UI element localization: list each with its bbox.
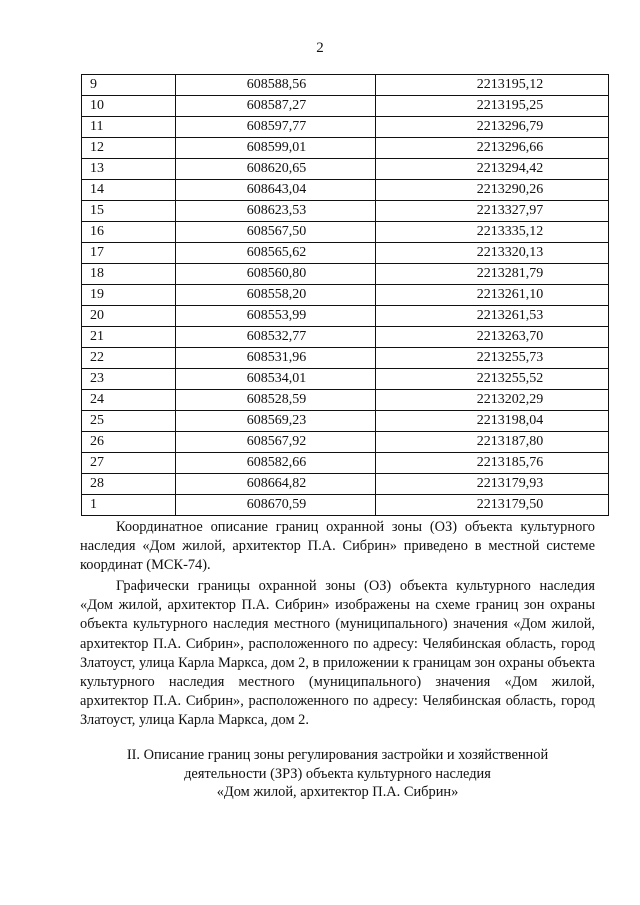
table-row <box>82 243 609 264</box>
point-number-cell: 27 <box>82 453 176 474</box>
y-coordinate-cell: 2213290,26 <box>376 180 609 201</box>
paragraph-text: Графически границы охранной зоны (ОЗ) объекта культурного наследия «Дом жилой, архитектор П.А. Сибрин» изображены на схеме границ зон охраны объекта культурного наследия местного (муниципального) значения «Дом жилой, архитектор П.А. Сибрин», расположенного по адресу: Челябинская область, город Златоуст, улица Карла Маркса, дом 2, в приложении к границам зон охраны объекта культурного наследия местного (муниципального) значения «Дом жилой, архитектор П.А. Сибрин», расположенного по адресу: Челябинская область, город Златоуст, улица Карла Маркса, дом 2. <box>80 578 595 729</box>
y-coordinate-cell: 2213255,52 <box>376 369 609 390</box>
y-coordinate-cell: 2213263,70 <box>376 327 609 348</box>
y-coordinate-cell: 2213255,73 <box>376 348 609 369</box>
x-coordinate-cell: 608532,77 <box>176 327 376 348</box>
x-coordinate-cell: 608599,01 <box>176 138 376 159</box>
x-coordinate-cell: 608620,65 <box>176 159 376 180</box>
point-number-cell: 10 <box>82 96 176 117</box>
section-heading-line: «Дом жилой, архитектор П.А. Сибрин» <box>216 784 459 800</box>
table-row <box>82 453 609 474</box>
x-coordinate-cell: 608588,56 <box>176 75 376 96</box>
table-row <box>82 495 609 516</box>
point-number-cell: 11 <box>82 117 176 138</box>
y-coordinate-cell: 2213294,42 <box>376 159 609 180</box>
table-row <box>82 369 609 390</box>
table-row <box>82 474 609 495</box>
x-coordinate-cell: 608597,77 <box>176 117 376 138</box>
x-coordinate-cell: 608587,27 <box>176 96 376 117</box>
table-row <box>82 222 609 243</box>
x-coordinate-cell: 608643,04 <box>176 180 376 201</box>
x-coordinate-cell: 608623,53 <box>176 201 376 222</box>
y-coordinate-cell: 2213335,12 <box>376 222 609 243</box>
graphic-boundaries-paragraph <box>80 577 595 731</box>
point-number-cell: 21 <box>82 327 176 348</box>
table-row <box>82 432 609 453</box>
table-row <box>82 285 609 306</box>
y-coordinate-cell: 2213195,25 <box>376 96 609 117</box>
point-number-cell: 28 <box>82 474 176 495</box>
table-row <box>82 138 609 159</box>
table-row <box>82 348 609 369</box>
table-row <box>82 180 609 201</box>
y-coordinate-cell: 2213179,50 <box>376 495 609 516</box>
point-number-cell: 22 <box>82 348 176 369</box>
x-coordinate-cell: 608528,59 <box>176 390 376 411</box>
point-number-cell: 9 <box>82 75 176 96</box>
table-row <box>82 264 609 285</box>
y-coordinate-cell: 2213296,66 <box>376 138 609 159</box>
y-coordinate-cell: 2213281,79 <box>376 264 609 285</box>
y-coordinate-cell: 2213320,13 <box>376 243 609 264</box>
x-coordinate-cell: 608664,82 <box>176 474 376 495</box>
y-coordinate-cell: 2213187,80 <box>376 432 609 453</box>
table-row <box>82 327 609 348</box>
point-number-cell: 14 <box>82 180 176 201</box>
table-row <box>82 75 609 96</box>
point-number-cell: 17 <box>82 243 176 264</box>
point-number-cell: 26 <box>82 432 176 453</box>
y-coordinate-cell: 2213296,79 <box>376 117 609 138</box>
point-number-cell: 12 <box>82 138 176 159</box>
coordinates-table-body <box>82 75 609 516</box>
x-coordinate-cell: 608582,66 <box>176 453 376 474</box>
paragraph-text: Координатное описание границ охранной зоны (ОЗ) объекта культурного наследия «Дом жилой, архитектор П.А. Сибрин» приведено в местной системе координат (МСК-74). <box>80 519 595 574</box>
y-coordinate-cell: 2213261,10 <box>376 285 609 306</box>
section-heading-line: II. Описание границ зоны регулирования застройки и хозяйственной <box>126 747 549 763</box>
x-coordinate-cell: 608531,96 <box>176 348 376 369</box>
coordinate-description-paragraph <box>80 518 595 576</box>
coordinates-table <box>81 74 609 516</box>
x-coordinate-cell: 608553,99 <box>176 306 376 327</box>
y-coordinate-cell: 2213179,93 <box>376 474 609 495</box>
point-number-cell: 13 <box>82 159 176 180</box>
point-number-cell: 16 <box>82 222 176 243</box>
y-coordinate-cell: 2213327,97 <box>376 201 609 222</box>
section-heading <box>80 746 595 802</box>
x-coordinate-cell: 608569,23 <box>176 411 376 432</box>
page-number: 2 <box>316 40 324 56</box>
point-number-cell: 18 <box>82 264 176 285</box>
point-number-cell: 1 <box>82 495 176 516</box>
table-row <box>82 201 609 222</box>
table-row <box>82 96 609 117</box>
x-coordinate-cell: 608670,59 <box>176 495 376 516</box>
x-coordinate-cell: 608534,01 <box>176 369 376 390</box>
x-coordinate-cell: 608567,50 <box>176 222 376 243</box>
y-coordinate-cell: 2213185,76 <box>376 453 609 474</box>
table-row <box>82 411 609 432</box>
point-number-cell: 25 <box>82 411 176 432</box>
section-heading-line: деятельности (ЗРЗ) объекта культурного наследия <box>184 765 491 782</box>
x-coordinate-cell: 608567,92 <box>176 432 376 453</box>
table-row <box>82 306 609 327</box>
point-number-cell: 15 <box>82 201 176 222</box>
table-row <box>82 390 609 411</box>
point-number-cell: 20 <box>82 306 176 327</box>
x-coordinate-cell: 608565,62 <box>176 243 376 264</box>
table-row <box>82 117 609 138</box>
y-coordinate-cell: 2213202,29 <box>376 390 609 411</box>
x-coordinate-cell: 608560,80 <box>176 264 376 285</box>
table-row <box>82 159 609 180</box>
y-coordinate-cell: 2213198,04 <box>376 411 609 432</box>
y-coordinate-cell: 2213195,12 <box>376 75 609 96</box>
x-coordinate-cell: 608558,20 <box>176 285 376 306</box>
point-number-cell: 23 <box>82 369 176 390</box>
point-number-cell: 24 <box>82 390 176 411</box>
point-number-cell: 19 <box>82 285 176 306</box>
y-coordinate-cell: 2213261,53 <box>376 306 609 327</box>
